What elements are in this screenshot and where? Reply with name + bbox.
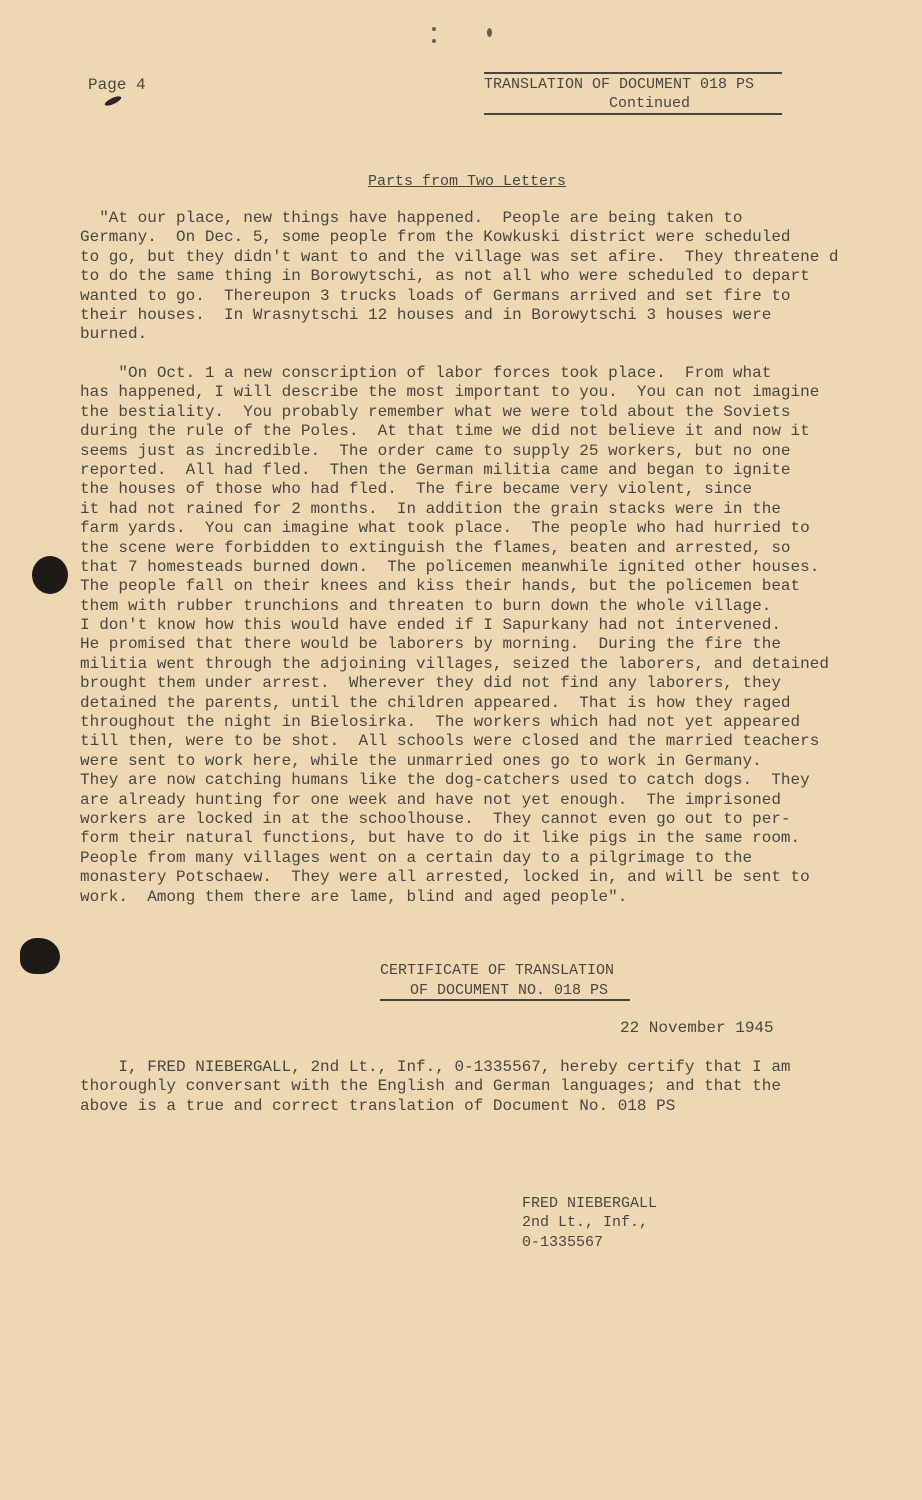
text-line: till then, were to be shot. All schools were closed and the married teachers bbox=[80, 732, 820, 751]
text-line: them with rubber trunchions and threaten to burn down the whole village. bbox=[80, 596, 772, 615]
header-rule-top bbox=[484, 72, 782, 74]
ink-smudge bbox=[104, 94, 123, 107]
letter-one bbox=[80, 209, 839, 345]
certificate-title: CERTIFICATE OF TRANSLATION bbox=[380, 962, 615, 979]
text-line: The people fall on their knees and kiss their hands, but the policemen beat bbox=[80, 577, 801, 596]
text-line: the bestiality. You probably remember what we were told about the Soviets bbox=[80, 402, 791, 421]
signature-block bbox=[522, 1194, 657, 1252]
text-line: are already hunting for one week and have not yet enough. The imprisoned bbox=[80, 790, 781, 809]
text-line: the scene were forbidden to extinguish the flames, beaten and arrested, so bbox=[80, 538, 791, 557]
continued-label: Continued bbox=[609, 95, 691, 112]
text-line: their houses. In Wrasnytschi 12 houses and in Borowytschi 3 houses were bbox=[80, 305, 772, 324]
text-line: above is a true and correct translation of Document No. 018 PS bbox=[80, 1096, 676, 1115]
text-line: farm yards. You can imagine what took place. The people who had hurried to bbox=[80, 519, 810, 538]
certificate-subtitle: OF DOCUMENT NO. 018 PS bbox=[410, 982, 609, 999]
text-line: People from many villages went on a certain day to a pilgrimage to the bbox=[80, 848, 753, 867]
text-line: They are now catching humans like the dog-catchers used to catch dogs. They bbox=[80, 771, 810, 790]
text-line: work. Among them there are lame, blind and aged people". bbox=[80, 887, 628, 906]
text-line: to do the same thing in Borowytschi, as not all who were scheduled to depart bbox=[80, 267, 810, 286]
certificate-rule bbox=[380, 999, 630, 1001]
certificate-body bbox=[80, 1058, 791, 1116]
text-line: He promised that there would be laborers by morning. During the fire the bbox=[80, 635, 781, 654]
document-title: TRANSLATION OF DOCUMENT 018 PS bbox=[484, 76, 755, 93]
text-line: during the rule of the Poles. At that time we did not believe it and now it bbox=[80, 422, 810, 441]
ink-blot bbox=[32, 556, 68, 594]
certificate-date: 22 November 1945 bbox=[620, 1019, 774, 1037]
text-line: "On Oct. 1 a new conscription of labor forces took place. From what bbox=[80, 364, 772, 382]
punch-mark bbox=[432, 27, 436, 31]
punch-mark bbox=[432, 39, 436, 43]
signer-rank: 2nd Lt., Inf., bbox=[522, 1214, 649, 1232]
text-line: detained the parents, until the children appeared. That is how they raged bbox=[80, 693, 791, 712]
letter-two bbox=[80, 364, 829, 907]
header-rule-bottom bbox=[484, 113, 782, 115]
text-line: I, FRED NIEBERGALL, 2nd Lt., Inf., 0-1335567, hereby certify that I am bbox=[80, 1058, 791, 1076]
text-line: workers are locked in at the schoolhouse. They cannot even go out to per- bbox=[80, 809, 791, 828]
text-line: were sent to work here, while the unmarried ones go to work in Germany. bbox=[80, 751, 762, 770]
text-line: wanted to go. Thereupon 3 trucks loads of Germans arrived and set fire to bbox=[80, 286, 791, 305]
text-line: seems just as incredible. The order came to supply 25 workers, but no one bbox=[80, 441, 791, 460]
text-line: that 7 homesteads burned down. The policemen meanwhile ignited other houses. bbox=[80, 557, 820, 576]
signer-name: FRED NIEBERGALL bbox=[522, 1195, 658, 1212]
text-line: burned. bbox=[80, 325, 148, 344]
text-line: militia went through the adjoining villages, seized the laborers, and detained bbox=[80, 654, 829, 673]
text-line: the houses of those who had fled. The fire became very violent, since bbox=[80, 480, 753, 499]
text-line: monastery Potschaew. They were all arrested, locked in, and will be sent to bbox=[80, 868, 810, 887]
ink-speck bbox=[487, 28, 492, 37]
text-line: to go, but they didn't want to and the village was set afire. They threatene d bbox=[80, 247, 839, 266]
text-line: thoroughly conversant with the English and German languages; and that the bbox=[80, 1077, 781, 1096]
text-line: form their natural functions, but have to do it like pigs in the same room. bbox=[80, 829, 801, 848]
signer-serial: 0-1335567 bbox=[522, 1233, 604, 1251]
text-line: it had not rained for 2 months. In addition the grain stacks were in the bbox=[80, 499, 781, 518]
page-number: Page 4 bbox=[88, 76, 146, 94]
section-title: Parts from Two Letters bbox=[368, 173, 567, 190]
text-line: Germany. On Dec. 5, some people from the Kowkuski district were scheduled bbox=[80, 228, 791, 247]
text-line: throughout the night in Bielosirka. The workers which had not yet appeared bbox=[80, 713, 801, 732]
text-line: has happened, I will describe the most important to you. You can not imagine bbox=[80, 383, 820, 402]
text-line: reported. All had fled. Then the German militia came and began to ignite bbox=[80, 460, 791, 479]
text-line: "At our place, new things have happened. People are being taken to bbox=[80, 209, 743, 227]
ink-blot bbox=[20, 938, 60, 974]
text-line: brought them under arrest. Wherever they did not find any laborers, they bbox=[80, 674, 781, 693]
text-line: I don't know how this would have ended if I Sapurkany had not intervened. bbox=[80, 616, 781, 635]
